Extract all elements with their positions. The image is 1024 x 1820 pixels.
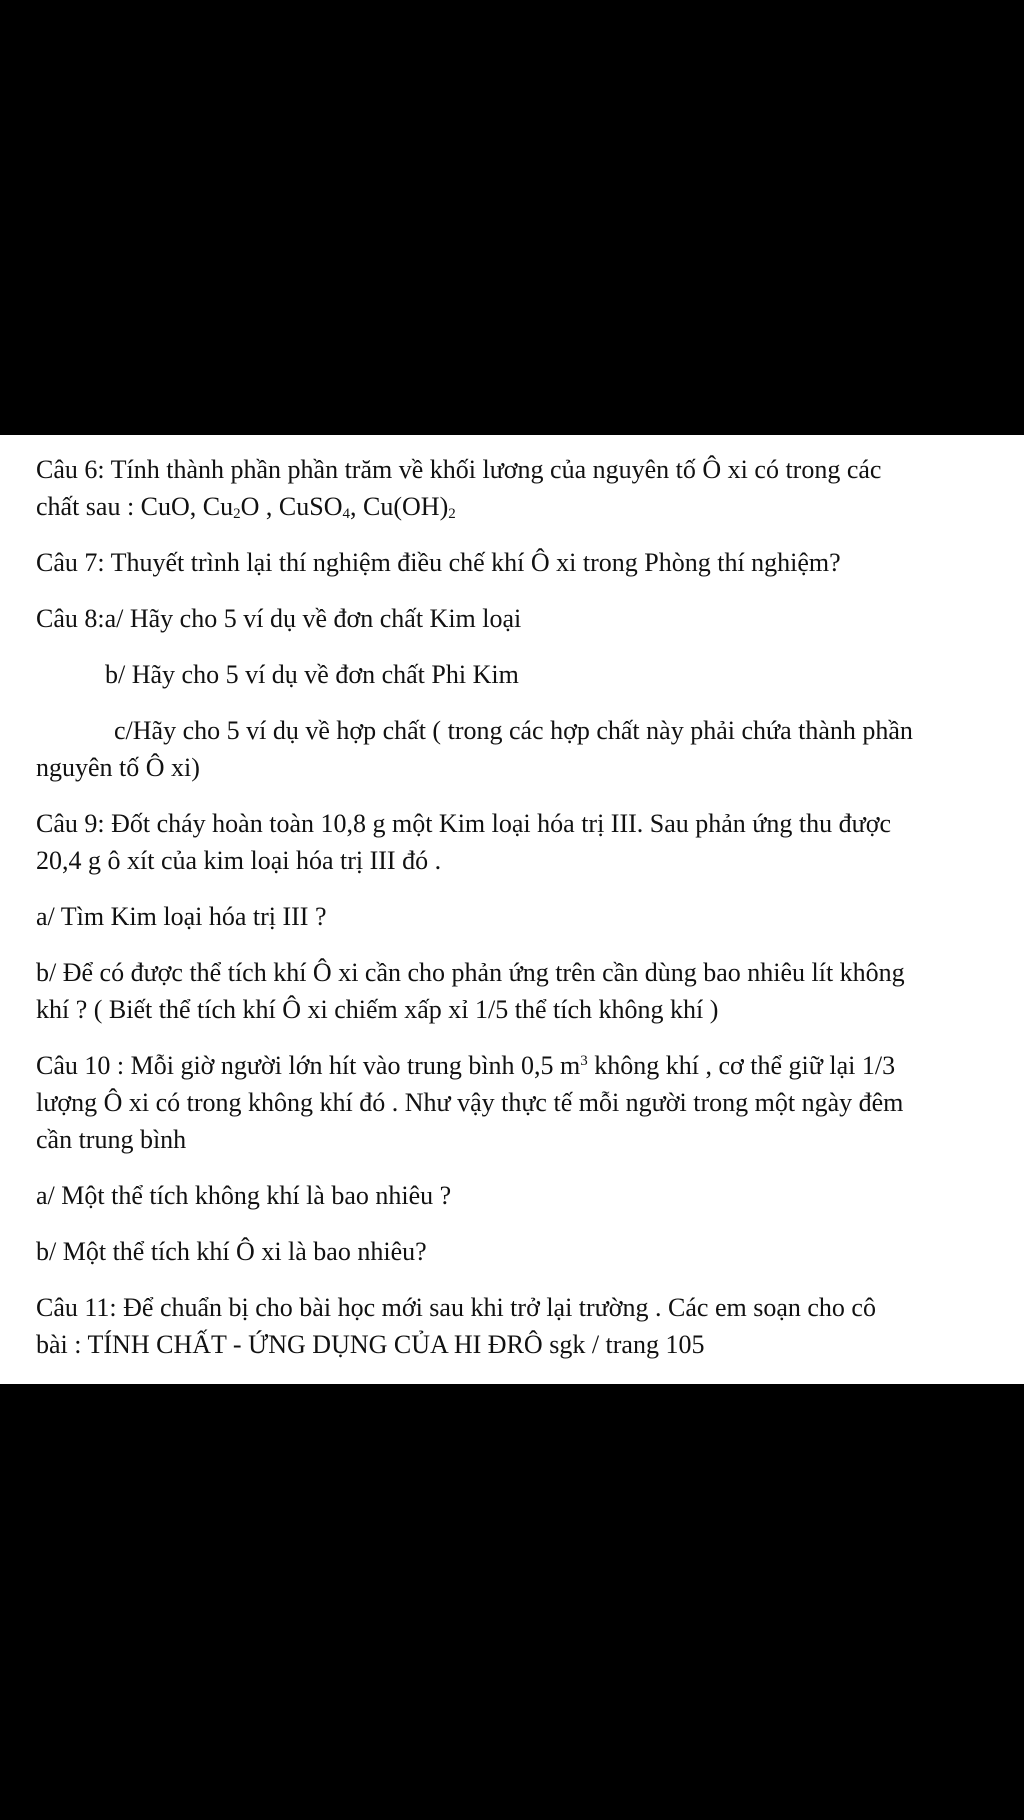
- question-8-b: b/ Hãy cho 5 ví dụ về đơn chất Phi Kim: [105, 660, 519, 689]
- question-10-b: b/ Một thể tích khí Ô xi là bao nhiêu?: [36, 1237, 427, 1266]
- question-10-line-1: [36, 1047, 895, 1084]
- question-6-line-1: Câu 6: Tính thành phần phần trăm về khối lương của nguyên tố Ô xi có trong các: [36, 455, 882, 484]
- question-10-line-2: lượng Ô xi có trong không khí đó . Như vậy thực tế mỗi người trong một ngày đêm: [36, 1088, 904, 1117]
- subscript: 2: [448, 506, 456, 522]
- question-10-a: a/ Một thể tích không khí là bao nhiêu ?: [36, 1181, 452, 1210]
- superscript: 3: [580, 1053, 588, 1069]
- subscript: 2: [233, 506, 241, 522]
- question-9-line-2: 20,4 g ô xít của kim loại hóa trị III đó .: [36, 846, 442, 875]
- subscript: 4: [342, 506, 351, 522]
- question-7: Câu 7: Thuyết trình lại thí nghiệm điều chế khí Ô xi trong Phòng thí nghiệm?: [36, 548, 841, 577]
- question-6-formula-text: O , CuSO: [240, 492, 343, 521]
- question-6-line-2: [36, 488, 456, 525]
- question-6-formula-text: , Cu(OH): [350, 492, 449, 521]
- question-8-c-line-2: nguyên tố Ô xi): [36, 753, 200, 782]
- question-9-b-line-2: khí ? ( Biết thể tích khí Ô xi chiếm xấp xỉ 1/5 thể tích không khí ): [36, 995, 719, 1024]
- question-10-text: Câu 10 : Mỗi giờ người lớn hít vào trung bình 0,5 m: [36, 1051, 581, 1080]
- question-11-line-2: bài : TÍNH CHẤT - ỨNG DỤNG CỦA HI ĐRÔ sgk / trang 105: [36, 1330, 705, 1359]
- question-10-text: không khí , cơ thể giữ lại 1/3: [587, 1051, 896, 1080]
- question-10-line-3: cần trung bình: [36, 1125, 187, 1154]
- question-8-c-line-1: c/Hãy cho 5 ví dụ về hợp chất ( trong các hợp chất này phải chứa thành phần: [114, 716, 913, 745]
- question-6-formula-text: chất sau : CuO, Cu: [36, 492, 234, 521]
- question-8-a: Câu 8:a/ Hãy cho 5 ví dụ về đơn chất Kim loại: [36, 604, 522, 633]
- question-11-line-1: Câu 11: Để chuẩn bị cho bài học mới sau khi trở lại trường . Các em soạn cho cô: [36, 1293, 876, 1322]
- question-9-line-1: Câu 9: Đốt cháy hoàn toàn 10,8 g một Kim loại hóa trị III. Sau phản ứng thu được: [36, 809, 892, 838]
- question-9-a: a/ Tìm Kim loại hóa trị III ?: [36, 902, 327, 931]
- document-page: [0, 435, 1024, 1384]
- question-9-b-line-1: b/ Để có được thể tích khí Ô xi cần cho phản ứng trên cần dùng bao nhiêu lít không: [36, 958, 905, 987]
